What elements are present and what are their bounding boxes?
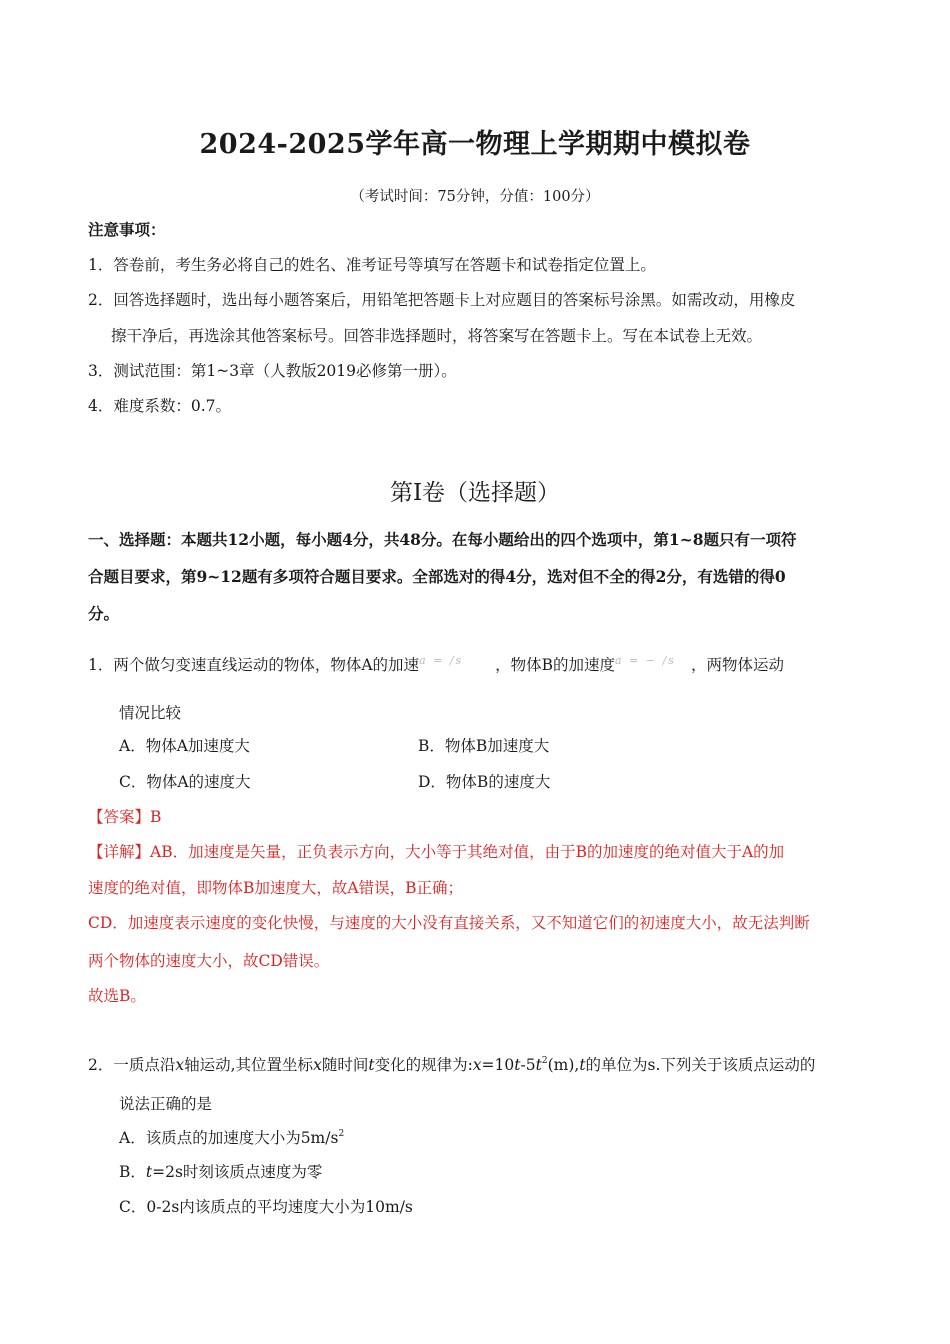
option-a: A．物体A加速度大	[119, 737, 250, 755]
formula-accel-a: a = /s	[419, 654, 464, 667]
note-item: 2．回答选择题时，选出每小题答案后，用铅笔把答题卡上对应题目的答案标号涂黑。如需改动，用橡皮	[88, 291, 796, 309]
note-item: 1．答卷前，考生务必将自己的姓名、准考证号等填写在答题卡和试卷指定位置上。	[88, 256, 656, 274]
question-2-stem-cont: 说法正确的是	[119, 1095, 213, 1113]
note-item: 4．难度系数：0.7。	[88, 397, 232, 415]
note-item: 擦干净后，再选涂其他答案标号。回答非选择题时，将答案写在答题卡上。写在本试卷上无效。	[111, 327, 763, 345]
section-title: 第Ⅰ卷（选择题）	[389, 480, 561, 506]
explanation-line: 【详解】AB．加速度是矢量，正负表示方向，大小等于其绝对值，由于B的加速度的绝对值大于A的加	[88, 843, 785, 861]
section-instructions: 一、选择题：本题共12小题，每小题4分，共48分。在每小题给出的四个选项中，第1~8题只有一项符	[88, 530, 797, 549]
option-a: A．该质点的加速度大小为$5m/s^2$	[119, 1129, 345, 1147]
explanation-line: 故选B。	[88, 987, 146, 1005]
option-c: C．物体A的速度大	[119, 773, 251, 791]
notes-heading: 注意事项：	[88, 220, 166, 239]
explanation-line: 速度的绝对值，即物体B加速度大，故A错误，B正确；	[88, 879, 463, 897]
explanation-line: 两个物体的速度大小，故CD错误。	[88, 952, 330, 970]
section-instructions: 合题目要求，第9~12题有多项符合题目要求。全部选对的得4分，选对但不全的得2分，有选错的得0	[88, 567, 786, 586]
explanation-line: CD．加速度表示速度的变化快慢，与速度的大小没有直接关系，又不知道它们的初速度大小，故无法判断	[88, 914, 810, 932]
question-2-stem: 2．一质点沿x轴运动,其位置坐标x随时间t变化的规律为$:x=10t-5t^2(m),t$的单位为s.下列关于该质点运动的	[88, 1056, 816, 1074]
formula-accel-b: a = − /s	[614, 654, 676, 667]
option-d: D．物体B的速度大	[418, 773, 551, 791]
answer: 【答案】B	[88, 808, 162, 826]
option-b: B．物体B加速度大	[418, 737, 550, 755]
question-1-stem: 1．两个做匀变速直线运动的物体，物体A的加速a = /s ，物体B的加速度a = − /s ，两物体运动	[88, 651, 784, 675]
note-item: 3．测试范围：第1~3章（人教版2019必修第一册）。	[88, 362, 457, 380]
page-title: 2024-2025学年高一物理上学期期中模拟卷	[199, 129, 751, 160]
exam-info: （考试时间：75分钟，分值：100分）	[350, 189, 600, 205]
question-1-stem-cont: 情况比较	[119, 704, 182, 722]
option-b: B．t=2s时刻该质点速度为零	[119, 1163, 323, 1181]
option-c: C．0-2s内该质点的平均速度大小为10m/s	[119, 1198, 413, 1216]
section-instructions: 分。	[88, 604, 120, 623]
